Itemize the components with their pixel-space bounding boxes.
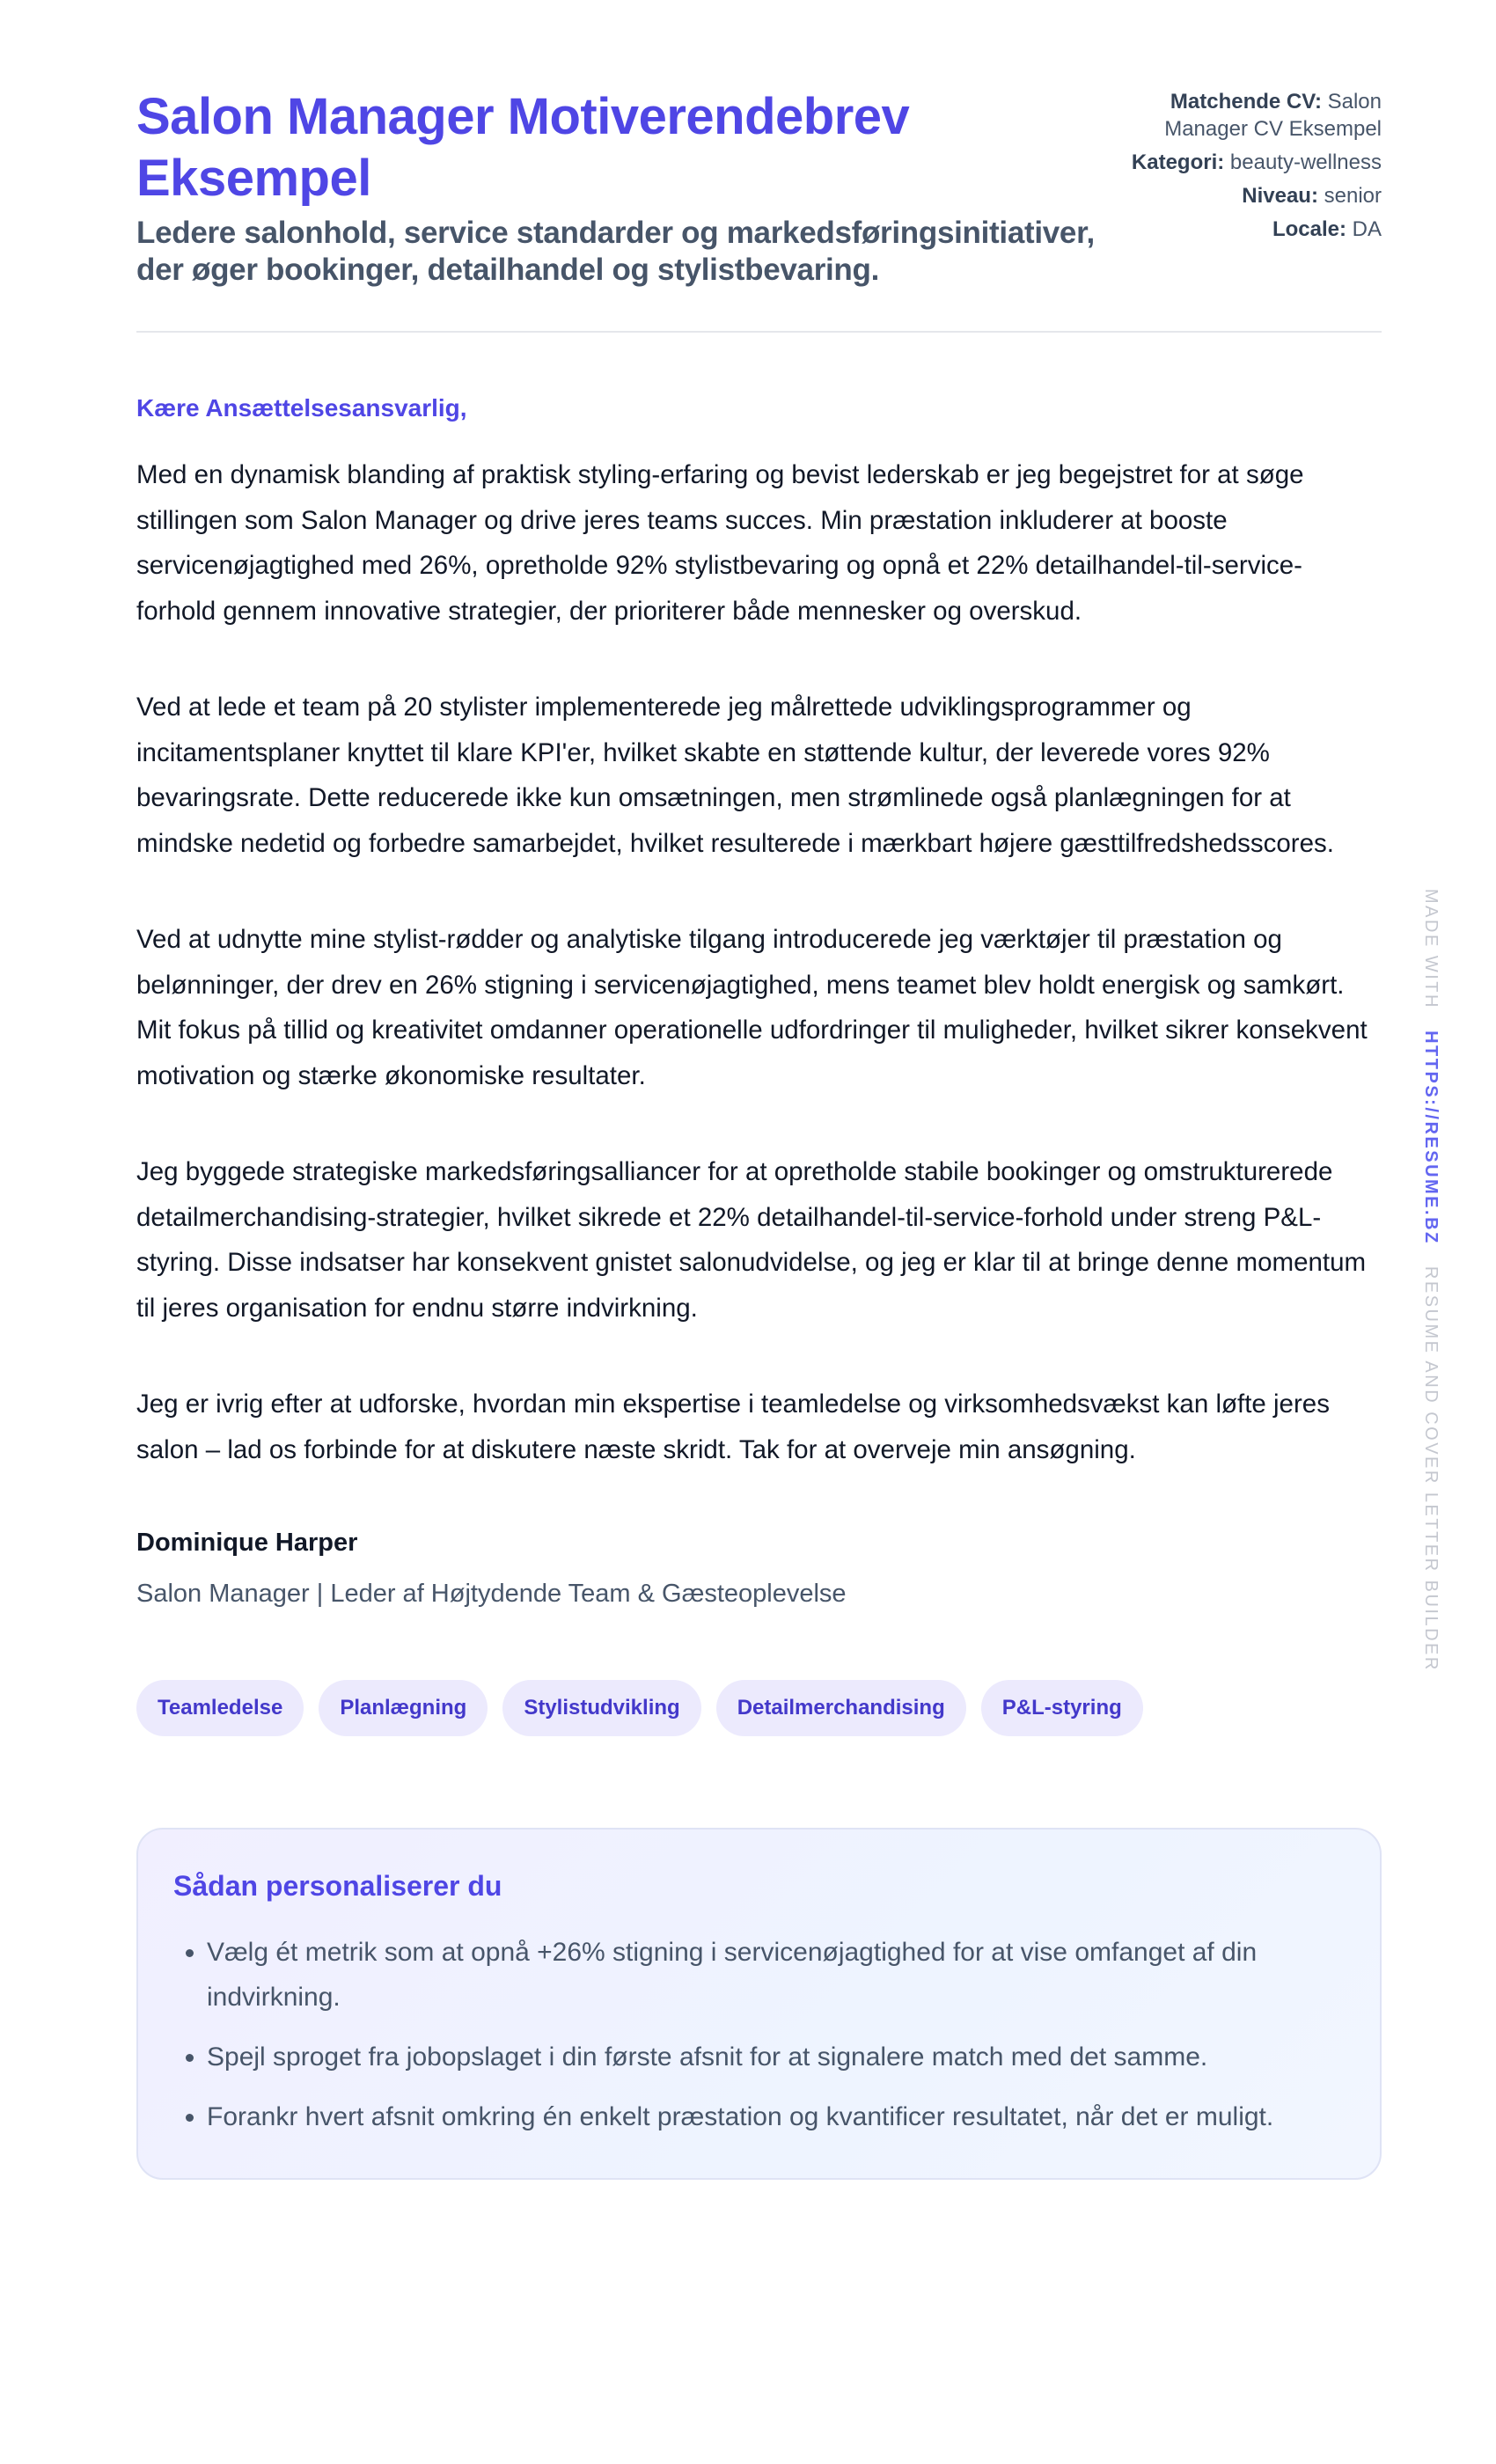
- page-title: Salon Manager Motiverendebrev Eksempel: [136, 88, 910, 207]
- signature-name: Dominique Harper: [136, 1529, 358, 1557]
- letter-paragraph: Jeg er ivrig efter at udforske, hvordan min ekspertise i teamledelse og virksomhedsvækst kan løfte jeres salon – lad os forbinde for at diskutere næste skridt. Tak for at overveje min ansøgning.: [136, 1390, 1330, 1464]
- watermark: [1420, 889, 1441, 1672]
- personalization-tips: [136, 1828, 1382, 2180]
- watermark-link[interactable]: HTTPS://RESUME.BZ: [1421, 1030, 1441, 1245]
- tips-title: Sådan personaliserer du: [173, 1870, 502, 1902]
- skill-tags: [136, 1680, 1382, 1736]
- header-divider: [136, 331, 1382, 333]
- tips-list: [173, 1930, 1345, 2139]
- skill-tag: Teamledelse: [136, 1680, 304, 1736]
- meta-info: [1126, 86, 1382, 249]
- skill-tag: Planlægning: [319, 1680, 488, 1736]
- header: [136, 86, 1382, 289]
- tip-item: • Spejl sproget fra jobopslaget i din første afsnit for at signalere match med det samme.: [207, 2035, 1345, 2079]
- meta-label: Matchende CV:: [1170, 90, 1322, 114]
- skill-tag: P&L-styring: [981, 1680, 1143, 1736]
- meta-value: Salon Manager CV Eksempel: [1164, 90, 1382, 141]
- meta-level: [1126, 182, 1382, 209]
- meta-value: senior: [1324, 184, 1382, 208]
- signature-title: Salon Manager | Leder af Højtydende Team & Gæsteoplevelse: [136, 1580, 847, 1608]
- tip-item: • Forankr hvert afsnit omkring én enkelt præstation og kvantificer resultatet, når det er muligt.: [207, 2094, 1345, 2139]
- meta-label: Kategori:: [1131, 150, 1225, 174]
- meta-label: Locale:: [1272, 217, 1346, 241]
- letter-paragraph: Ved at udnytte mine stylist-rødder og analytiske tilgang introducerede jeg værktøjer til præstation og belønninger, der drev en 26% stigning i servicenøjagtighed, mens teamet blev holdt energisk og samkørt. Mit fokus på tillid og kreativitet omdanner operationelle udfordringer til muligheder, hvilket sikrer konsekvent motivation og stærke økonomiske resultater.: [136, 925, 1368, 1090]
- meta-locale: [1126, 216, 1382, 243]
- skill-tag: Stylistudvikling: [502, 1680, 700, 1736]
- letter-paragraph: Ved at lede et team på 20 stylister implementerede jeg målrettede udviklingsprogrammer og incitamentsplaner knyttet til klare KPI'er, hvilket skabte en støttende kultur, der leverede vores 92% bevaringsrate. Dette reducerede ikke kun omsætningen, men strømlinede også planlægningen for at mindske nedetid og forbedre samarbejdet, hvilket resulterede i mærkbart højere gæsttilfredshedsscores.: [136, 693, 1334, 858]
- meta-value: DA: [1352, 217, 1382, 241]
- watermark-suffix: RESUME AND COVER LETTER BUILDER: [1421, 1265, 1441, 1672]
- meta-label: Niveau:: [1242, 184, 1318, 208]
- header-left: [136, 86, 1113, 289]
- meta-value: beauty-wellness: [1229, 150, 1382, 174]
- page-subtitle: Ledere salonhold, service standarder og markedsføringsinitiativer, der øger bookinger, detailhandel og stylistbevaring.: [136, 216, 1095, 287]
- letter-paragraph: Jeg byggede strategiske markedsføringsalliancer for at opretholde stabile bookinger og omstrukturerede detailmerchandising-strategier, hvilket sikrede et 22% detailhandel-til-service-forhold under streng P&L-styring. Disse indsatser har konsekvent gnistet salonudvidelse, og jeg er klar til at bringe denne momentum til jeres organisation for endnu større indvirkning.: [136, 1157, 1367, 1323]
- salutation: Kære Ansættelsesansvarlig,: [136, 394, 467, 422]
- meta-matching-cv: [1126, 88, 1382, 143]
- skill-tag: Detailmerchandising: [716, 1680, 966, 1736]
- tip-item: • Vælg ét metrik som at opnå +26% stigning i servicenøjagtighed for at vise omfanget af din indvirkning.: [207, 1930, 1345, 2020]
- meta-category: [1126, 149, 1382, 176]
- cover-letter-page: [136, 86, 1382, 2180]
- watermark-prefix: MADE WITH: [1421, 889, 1441, 1009]
- letter-paragraph: Med en dynamisk blanding af praktisk styling-erfaring og bevist lederskab er jeg begejstret for at søge stillingen som Salon Manager og drive jeres teams succes. Min præstation inkluderer at booste servicenøjagtighed med 26%, opretholde 92% stylistbevaring og opnå et 22% detailhandel-til-service-forhold gennem innovative strategier, der prioriterer både mennesker og overskud.: [136, 460, 1304, 626]
- letter-body: [136, 452, 1382, 1472]
